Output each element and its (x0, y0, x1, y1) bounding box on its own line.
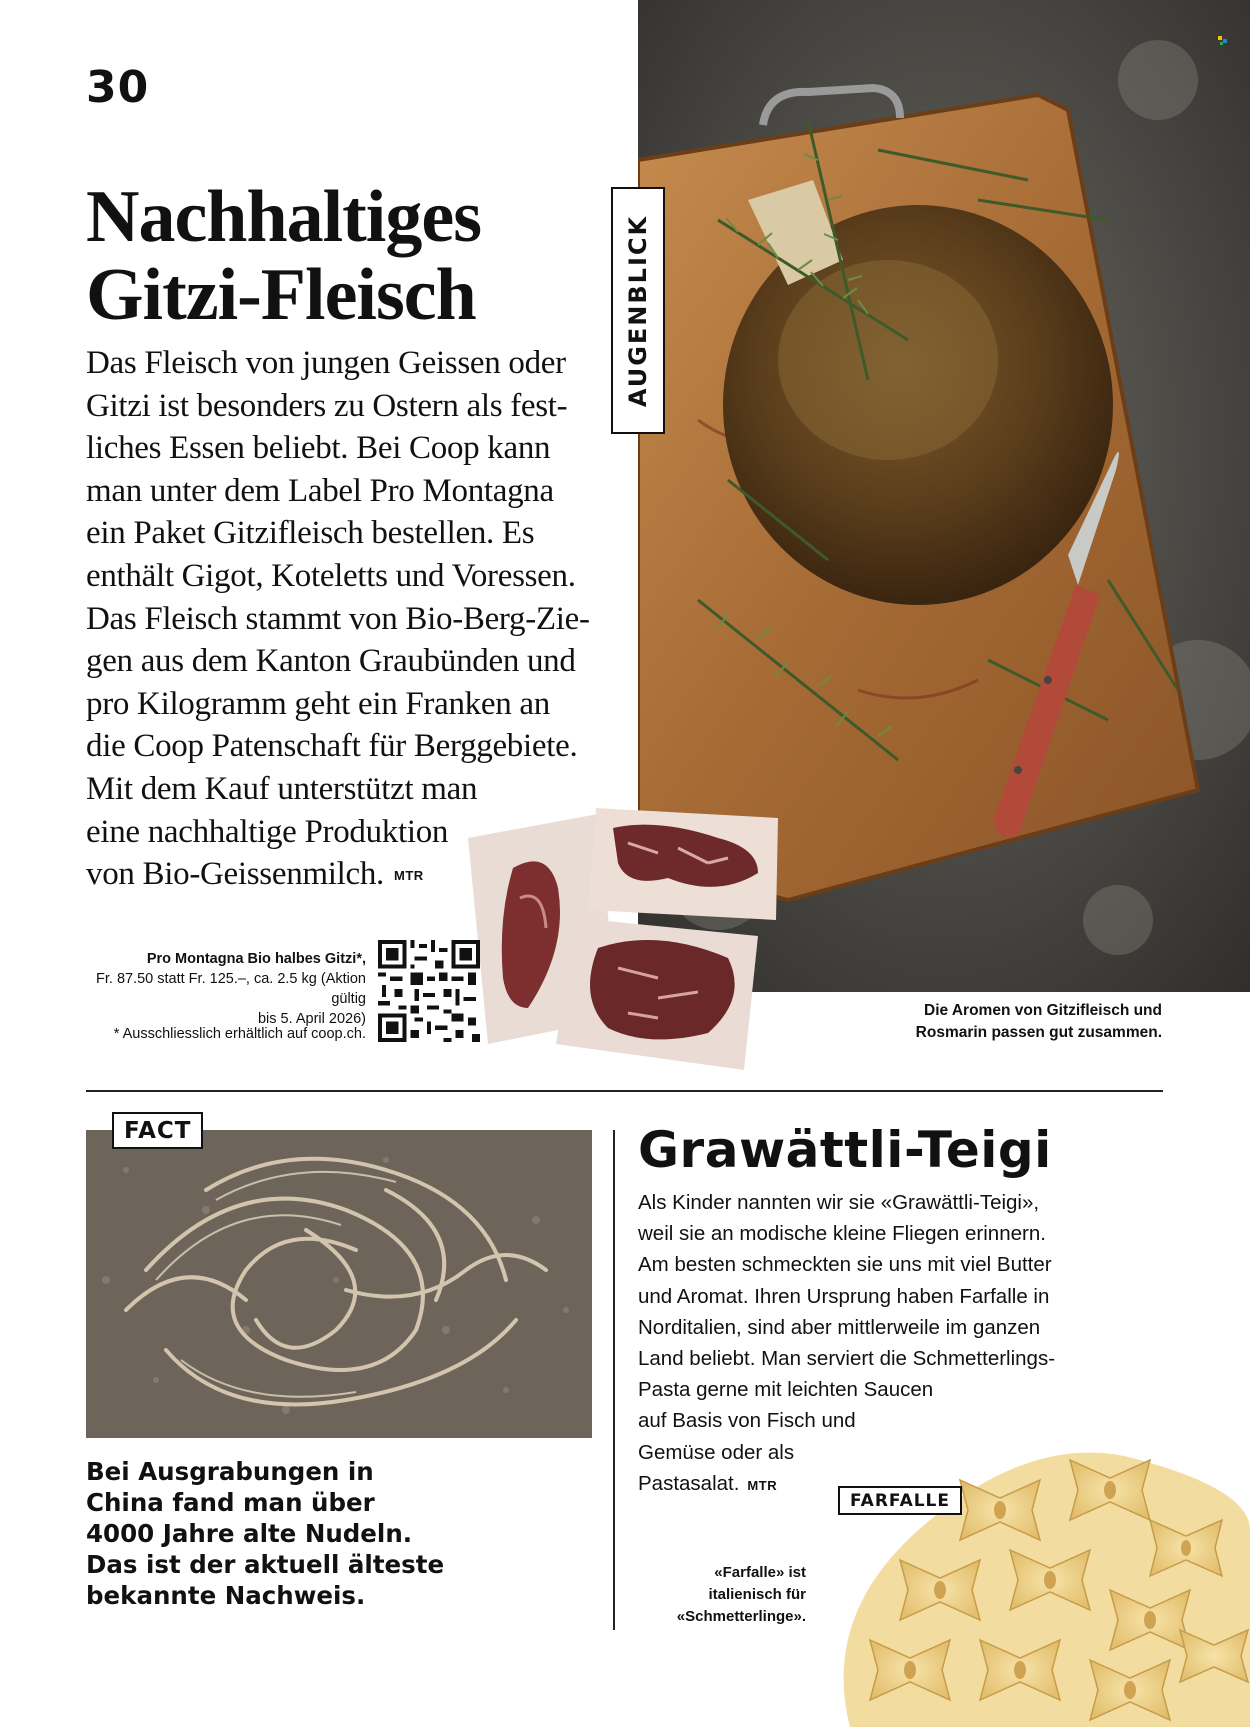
farfalle-pasta-photo (810, 1390, 1250, 1727)
pasta-body-text: Als Kinder nannten wir sie «Grawättli-Teigi», weil sie an modische kleine Fliegen erinnern. Am besten schmeckten sie uns mit viel Butter und Aromat. Ihren Ursprung haben Farfalle in Norditalien, sind aber mittlerweile im ganzen Land beliebt. Man serviert die Schmetterlings- Pasta gerne mit leichten Saucen auf Basis von Fisch und Gemüse oder als Pastasalat. (638, 1191, 1056, 1495)
qr-code[interactable] (378, 940, 480, 1042)
section-divider (86, 1090, 1163, 1092)
fact-tag: FACT (112, 1112, 203, 1149)
farfalle-tag: FARFALLE (838, 1486, 962, 1515)
page-number: 30 (86, 62, 150, 113)
augenblick-label: AUGENBLICK (624, 214, 653, 407)
offer-block (70, 949, 366, 1029)
ancient-noodles-photo (86, 1130, 592, 1438)
column-divider (613, 1130, 615, 1630)
offer-note: * Ausschliesslich erhältlich auf coop.ch. (113, 1026, 366, 1042)
article-headline: Nachhaltiges Gitzi-Fleisch (86, 176, 481, 336)
pasta-photo-caption: «Farfalle» ist italienisch für «Schmetterlinge». (676, 1564, 806, 1625)
pasta-headline: Grawättli-Teigi (638, 1121, 1052, 1179)
article-author: MTR (394, 868, 424, 884)
offer-details: Fr. 87.50 statt Fr. 125.–, ca. 2.5 kg (Aktion gültig bis 5. April 2026) (96, 971, 366, 1027)
article-body-text: Das Fleisch von jungen Geissen oder Gitzi ist besonders zu Ostern als fest- liches Essen beliebt. Bei Coop kann man unter dem Label Pro Montagna ein Paket Gitzifleisch bestellen. Es enthält Gigot, Koteletts und Voressen. Das Fleisch stammt von Bio-Berg-Zie- gen aus dem Kanton Graubünden und pro Kilogramm geht ein Franken an die Coop Patenschaft für Berggebiete. Mit dem Kauf unterstützt man eine nachhaltige Produktion von Bio-Geissenmilch. (86, 345, 590, 893)
offer-title: Pro Montagna Bio halbes Gitzi*, (146, 951, 366, 967)
fact-text: Bei Ausgrabungen in China fand man über 4000 Jahre alte Nudeln. Das ist der aktuell älteste bekannte Nachweis. (86, 1457, 445, 1610)
pasta-author: MTR (747, 1477, 778, 1493)
roast-photo-caption: Die Aromen von Gitzifleisch und Rosmarin passen gut zusammen. (915, 1002, 1162, 1041)
color-marker-icon (1218, 33, 1230, 43)
